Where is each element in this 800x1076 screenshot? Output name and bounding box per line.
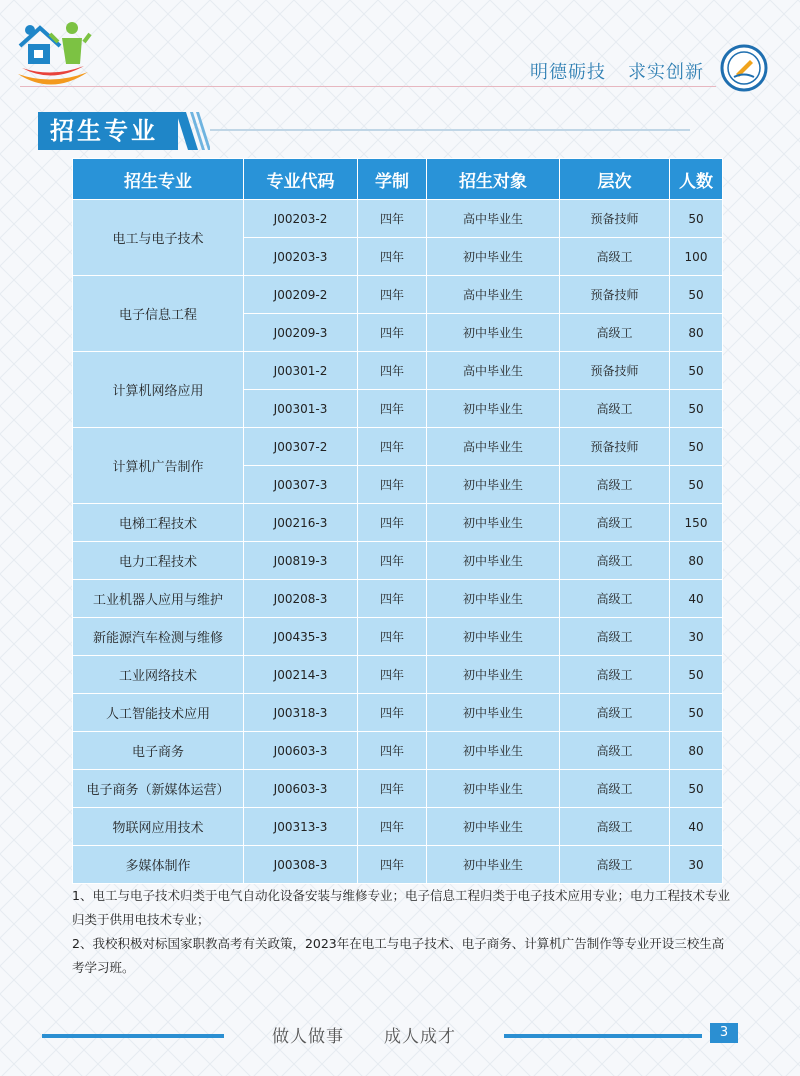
- cell-duration: 四年: [358, 580, 427, 618]
- footer-line-left: [42, 1034, 224, 1038]
- cell-target: 高中毕业生: [427, 200, 560, 238]
- section-stripes-decoration: [176, 112, 210, 150]
- table-row: [73, 808, 723, 846]
- header-divider: [20, 86, 716, 87]
- cell-count: 80: [670, 314, 723, 352]
- cell-major: 电力工程技术: [73, 542, 244, 580]
- cell-target: 初中毕业生: [427, 580, 560, 618]
- cell-major: 计算机网络应用: [73, 352, 244, 428]
- cell-code: J00214-3: [244, 656, 358, 694]
- cell-code: J00603-3: [244, 770, 358, 808]
- cell-level: 高级工: [560, 466, 670, 504]
- cell-target: 高中毕业生: [427, 352, 560, 390]
- header-level: 层次: [560, 159, 670, 200]
- cell-major: 工业网络技术: [73, 656, 244, 694]
- cell-target: 初中毕业生: [427, 618, 560, 656]
- cell-duration: 四年: [358, 846, 427, 884]
- header-major: 招生专业: [73, 159, 244, 200]
- cell-code: J00435-3: [244, 618, 358, 656]
- cell-level: 高级工: [560, 580, 670, 618]
- footer-motto-2: 成人成才: [384, 1027, 456, 1047]
- cell-count: 40: [670, 808, 723, 846]
- cell-level: 高级工: [560, 656, 670, 694]
- cell-duration: 四年: [358, 200, 427, 238]
- cell-duration: 四年: [358, 542, 427, 580]
- cell-target: 初中毕业生: [427, 314, 560, 352]
- cell-target: 初中毕业生: [427, 466, 560, 504]
- header-count: 人数: [670, 159, 723, 200]
- cell-duration: 四年: [358, 352, 427, 390]
- table-row: [73, 618, 723, 656]
- cell-duration: 四年: [358, 770, 427, 808]
- cell-level: 高级工: [560, 808, 670, 846]
- header-motto: [530, 58, 704, 84]
- cell-level: 高级工: [560, 314, 670, 352]
- cell-count: 50: [670, 656, 723, 694]
- majors-table: [72, 158, 723, 884]
- cell-duration: 四年: [358, 732, 427, 770]
- cell-major: 多媒体制作: [73, 846, 244, 884]
- cell-count: 150: [670, 504, 723, 542]
- cell-code: J00216-3: [244, 504, 358, 542]
- section-title-tab: [38, 112, 178, 150]
- table-row: [73, 732, 723, 770]
- page-number: 3: [710, 1023, 738, 1043]
- cell-code: J00203-2: [244, 200, 358, 238]
- table-header-row: [73, 159, 723, 200]
- footer-motto: [272, 1022, 456, 1047]
- school-logo: [10, 12, 94, 92]
- cell-duration: 四年: [358, 656, 427, 694]
- cell-code: J00307-2: [244, 428, 358, 466]
- cell-target: 初中毕业生: [427, 504, 560, 542]
- cell-target: 初中毕业生: [427, 846, 560, 884]
- table-row: [73, 504, 723, 542]
- table-row: [73, 694, 723, 732]
- cell-code: J00301-2: [244, 352, 358, 390]
- cell-major: 电梯工程技术: [73, 504, 244, 542]
- cell-target: 初中毕业生: [427, 694, 560, 732]
- table-row: [73, 276, 723, 314]
- school-emblem-icon: [720, 44, 768, 92]
- cell-major: 物联网应用技术: [73, 808, 244, 846]
- table-row: [73, 352, 723, 390]
- cell-code: J00318-3: [244, 694, 358, 732]
- cell-major: 电子商务: [73, 732, 244, 770]
- cell-level: 预备技师: [560, 352, 670, 390]
- header-target: 招生对象: [427, 159, 560, 200]
- cell-count: 40: [670, 580, 723, 618]
- cell-duration: 四年: [358, 428, 427, 466]
- cell-code: J00301-3: [244, 390, 358, 428]
- cell-duration: 四年: [358, 618, 427, 656]
- table-row: [73, 428, 723, 466]
- cell-level: 高级工: [560, 390, 670, 428]
- cell-target: 初中毕业生: [427, 808, 560, 846]
- cell-major: 人工智能技术应用: [73, 694, 244, 732]
- cell-code: J00307-3: [244, 466, 358, 504]
- cell-major: 电子商务（新媒体运营）: [73, 770, 244, 808]
- cell-count: 30: [670, 846, 723, 884]
- cell-count: 50: [670, 352, 723, 390]
- cell-count: 80: [670, 732, 723, 770]
- footer-line-right: [504, 1034, 702, 1038]
- table-row: [73, 580, 723, 618]
- cell-duration: 四年: [358, 504, 427, 542]
- cell-duration: 四年: [358, 238, 427, 276]
- cell-level: 预备技师: [560, 276, 670, 314]
- cell-count: 100: [670, 238, 723, 276]
- cell-count: 30: [670, 618, 723, 656]
- cell-major: 电子信息工程: [73, 276, 244, 352]
- table-row: [73, 846, 723, 884]
- cell-code: J00308-3: [244, 846, 358, 884]
- cell-level: 高级工: [560, 618, 670, 656]
- cell-level: 高级工: [560, 846, 670, 884]
- cell-count: 50: [670, 390, 723, 428]
- section-title: 招生专业: [50, 117, 158, 145]
- table-row: [73, 770, 723, 808]
- cell-code: J00819-3: [244, 542, 358, 580]
- cell-duration: 四年: [358, 314, 427, 352]
- notes: [72, 884, 732, 980]
- cell-count: 50: [670, 428, 723, 466]
- table-body: [73, 200, 723, 884]
- cell-major: 新能源汽车检测与维修: [73, 618, 244, 656]
- cell-level: 高级工: [560, 694, 670, 732]
- header-duration: 学制: [358, 159, 427, 200]
- cell-major: 电工与电子技术: [73, 200, 244, 276]
- table-row: [73, 200, 723, 238]
- cell-duration: 四年: [358, 390, 427, 428]
- cell-code: J00209-3: [244, 314, 358, 352]
- section-divider: [210, 129, 690, 131]
- cell-level: 高级工: [560, 732, 670, 770]
- cell-major: 计算机广告制作: [73, 428, 244, 504]
- footer-motto-1: 做人做事: [272, 1027, 344, 1047]
- cell-count: 50: [670, 770, 723, 808]
- cell-level: 高级工: [560, 238, 670, 276]
- table-row: [73, 656, 723, 694]
- cell-count: 50: [670, 200, 723, 238]
- cell-code: J00313-3: [244, 808, 358, 846]
- cell-level: 预备技师: [560, 200, 670, 238]
- header-motto-1: 明德砺技: [530, 62, 606, 83]
- cell-level: 高级工: [560, 504, 670, 542]
- cell-target: 初中毕业生: [427, 238, 560, 276]
- cell-target: 初中毕业生: [427, 656, 560, 694]
- cell-target: 高中毕业生: [427, 428, 560, 466]
- cell-duration: 四年: [358, 466, 427, 504]
- cell-duration: 四年: [358, 276, 427, 314]
- cell-target: 初中毕业生: [427, 390, 560, 428]
- cell-target: 初中毕业生: [427, 770, 560, 808]
- header-motto-2: 求实创新: [628, 62, 704, 83]
- cell-level: 高级工: [560, 770, 670, 808]
- cell-target: 初中毕业生: [427, 732, 560, 770]
- cell-duration: 四年: [358, 808, 427, 846]
- cell-code: J00203-3: [244, 238, 358, 276]
- table-row: [73, 542, 723, 580]
- cell-major: 工业机器人应用与维护: [73, 580, 244, 618]
- cell-target: 高中毕业生: [427, 276, 560, 314]
- note-2: 2、我校积极对标国家职教高考有关政策，2023年在电工与电子技术、电子商务、计算机广告制作等专业开设三校生高考学习班。: [72, 936, 725, 975]
- note-1: 1、电工与电子技术归类于电气自动化设备安装与维修专业；电子信息工程归类于电子技术应用专业；电力工程技术专业归类于供用电技术专业；: [72, 888, 730, 927]
- cell-level: 预备技师: [560, 428, 670, 466]
- cell-count: 80: [670, 542, 723, 580]
- cell-count: 50: [670, 694, 723, 732]
- cell-level: 高级工: [560, 542, 670, 580]
- cell-code: J00209-2: [244, 276, 358, 314]
- cell-target: 初中毕业生: [427, 542, 560, 580]
- cell-duration: 四年: [358, 694, 427, 732]
- header-code: 专业代码: [244, 159, 358, 200]
- cell-code: J00208-3: [244, 580, 358, 618]
- cell-count: 50: [670, 466, 723, 504]
- cell-code: J00603-3: [244, 732, 358, 770]
- cell-count: 50: [670, 276, 723, 314]
